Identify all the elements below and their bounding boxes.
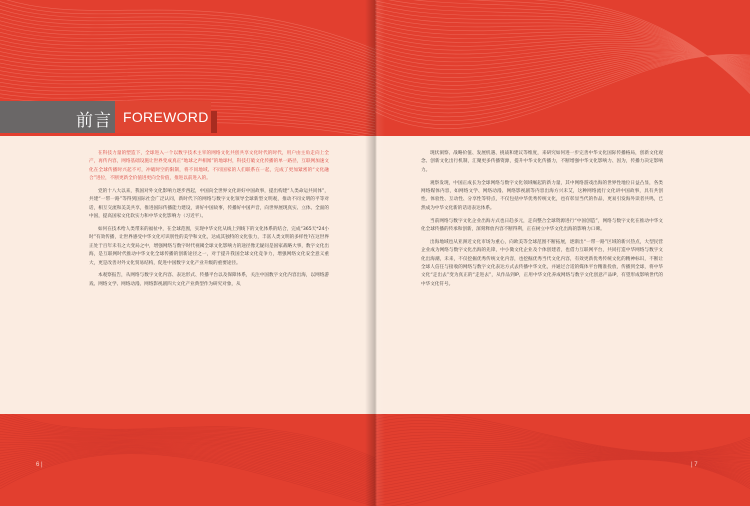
page-title-en: FOREWORD	[123, 109, 209, 125]
page-title-cn: 前言	[76, 111, 112, 131]
paragraph: 如何在技术给人类带来的福祉中，在全球范围，实现中华文化从线上到线下的文化体系的结合，完成“365天*24小时”有效传播，让世界感受中华文化可识别性的美学和文化，达成其独特的文化张力，丰富人类文明的多样性?在这世界正处于百年未有之大变局之中，增强网络与数字时代视阈全球文化影响力的途径像无疑问是国家战略大事，数字文化出海，是互联网时代推动中华文化全球传播的创新途径之一，对于提升我国全球文化竞争力，增强网络文化安全意义重大，更是改善对外文化贸易结构，促进中国数字文化产业升级的重要途径。	[89, 227, 329, 266]
paragraph: 观察发现，中国正成长为全球网络与数字文化领域崛起的新力量，其中网络游戏出海的世界性地位日益凸显，各类网络媒体内容，如网络文学、网络动漫、网络影视剧等内容出海方兴未艾，这种网络流行文化讲中国故事，具有共创性、体验性、互动性、分享性等特点，不仅包括中华优秀传统文化，也有彰显当代的作品，更易引发海外读者共鸣，已然成为中华文化新的话语表达体系。	[421, 180, 663, 211]
paragraph: 现状洞察、战略价值、发展机遇、挑战和建议等维度，来研究如何进一步完善中华文化国际传播格局，创新文化观念、创新文化出行机制，汇聚更多传播资源，提升中华文化传播力，不断增强中华文化影响力、因为，传播力决定影响力。	[421, 151, 663, 173]
right-body-text	[421, 150, 663, 294]
paragraph: 本观察报告，从网络与数字文化内容、表达形式、传播平台以及保障体系，关注中国数字文化内容出海，以网络游戏、网络文学、网络动漫、网络影视剧四大文化产业典型作为研究对象，从	[89, 273, 329, 287]
paragraph: 出海地域也从亚洲近文化市场为重心，向欧美等全球范围不断拓展，逐渐出“一带一路”区域的新兴热点，大型民营企业成为网络与数字文化出海的先锋，中小微文化企业及个体创建者，也借力互联网平台，共同打造中华网络与数字文化出海潮，未来，不仅挖掘优秀传统文化内容，也挖掘优秀当代文化内容，有效更新优秀传统文化的精神标识，不断让全球人信任与接收的网络与数字文化表达方式去传播中华文化，并通过合适的媒体平台精准投放，传播到全球，将中华文化“走出去”变为真正的“走进去”，从作品到IP，正用中华文化养成网络与数字文化创意产品IP，有望形成影响世代的中华文化符号。	[421, 239, 663, 287]
page-number-left: 6 |	[36, 462, 43, 468]
page-number-right: | 7	[691, 462, 698, 468]
left-body-text	[89, 150, 329, 294]
right-page	[375, 0, 750, 506]
foreword-banner	[0, 101, 214, 133]
paragraph: 党的十八大以来，我国对外文化影响力逐步西起，中国向全世界文化讲好中国故事，提出构建“人类命运共同体”，共建“一带一路”等得到国际社会广泛认同，新时代下的网络与数字文化领导全球新型文明观，推动不同文明的平等对话，相互交流和美美共享，推进国际传播能力建设，讲好中国故事，传播好中国声音，向世界展现真实、立体、全面的中国，提高国家文化软实力和中华文化影响力（习近平）。	[89, 189, 329, 220]
paragraph: 当前网络与数字文化企业出海方式也日趋多元，走向整合全球资源进行“中国创造”，网络与数字文化在推动中华文化全球传播的传承和创新，深刻释放内容不断得利，正在树立中华文化出海的影响力口碑。	[421, 218, 663, 233]
book-gutter	[365, 0, 385, 506]
intro-paragraph: 在科技力量的塑造下，全球进入一个以数字技术主宰的网络文化共创共享文化时代的时代，用户由主角走向上全产，再传内容，网络基础设施让世界变成真正“地球之声相闻”的地球村，科技打破文化传播的单一路径，互联网加速文化在全球传播时兴起不可，冲破时空的限制，将不同地域、不同国家的人们联系在一起，完成了更加紧密的“文化融合”进位，不断更新全价值进更向全价值，推进以前进入的。	[89, 151, 329, 182]
